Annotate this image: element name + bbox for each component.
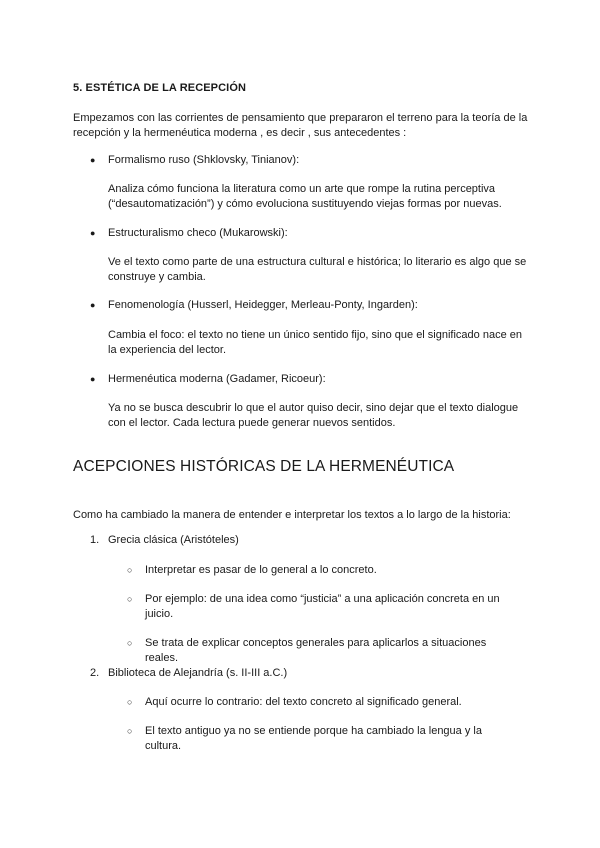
bullet-description: Ve el texto como parte de una estructura cultural e histórica; lo literario es algo que se construye y cambia.	[108, 256, 527, 283]
bullet-icon: ●	[90, 374, 96, 384]
bullet-icon: ●	[90, 155, 96, 165]
sub-item-text: El texto antiguo ya no se entiende porque ha cambiado la lengua y la cultura.	[145, 725, 482, 752]
item-number: 2.	[90, 667, 100, 679]
circle-bullet-icon: ○	[127, 726, 133, 736]
section-heading-estetica: 5. ESTÉTICA DE LA RECEPCIÓN	[73, 82, 247, 94]
sub-item-text: Aquí ocurre lo contrario: del texto concreto al significado general.	[145, 696, 462, 708]
bullet-title: Hermenéutica moderna (Gadamer, Ricoeur):	[108, 373, 326, 385]
circle-bullet-icon: ○	[127, 565, 133, 575]
circle-bullet-icon: ○	[127, 697, 133, 707]
circle-bullet-icon: ○	[127, 594, 133, 604]
item-title: Biblioteca de Alejandría (s. II-III a.C.)	[108, 667, 288, 679]
sub-item-text: Por ejemplo: de una idea como “justicia” a una aplicación concreta en un juicio.	[145, 593, 500, 620]
sub-item-text: Se trata de explicar conceptos generales para aplicarlos a situaciones reales.	[145, 637, 487, 664]
section-heading-acepciones: ACEPCIONES HISTÓRICAS DE LA HERMENÉUTICA	[73, 458, 455, 475]
bullet-icon: ●	[90, 300, 96, 310]
sub-item-text: Interpretar es pasar de lo general a lo concreto.	[145, 564, 377, 576]
bullet-title: Formalismo ruso (Shklovsky, Tinianov):	[108, 154, 300, 166]
bullet-description: Ya no se busca descubrir lo que el autor quiso decir, sino dejar que el texto dialogue con el lector. Cada lectura puede generar nuevos sentidos.	[108, 402, 519, 429]
item-number: 1.	[90, 534, 100, 546]
section2-intro: Como ha cambiado la manera de entender e interpretar los textos a lo largo de la historia:	[73, 509, 511, 521]
bullet-title: Fenomenología (Husserl, Heidegger, Merleau-Ponty, Ingarden):	[108, 299, 418, 311]
bullet-description: Cambia el foco: el texto no tiene un único sentido fijo, sino que el significado nace en la experiencia del lector.	[108, 329, 522, 356]
bullet-title: Estructuralismo checo (Mukarowski):	[108, 227, 288, 239]
intro-paragraph: Empezamos con las corrientes de pensamiento que prepararon el terreno para la teoría de la recepción y la hermenéutica moderna , es decir , sus antecedentes :	[73, 112, 528, 139]
bullet-description: Analiza cómo funciona la literatura como un arte que rompe la rutina perceptiva (“desautomatización”) y cómo evoluciona sustituyendo viejas formas por nuevas.	[108, 183, 502, 210]
item-title: Grecia clásica (Aristóteles)	[108, 534, 239, 546]
circle-bullet-icon: ○	[127, 638, 133, 648]
bullet-icon: ●	[90, 228, 96, 238]
